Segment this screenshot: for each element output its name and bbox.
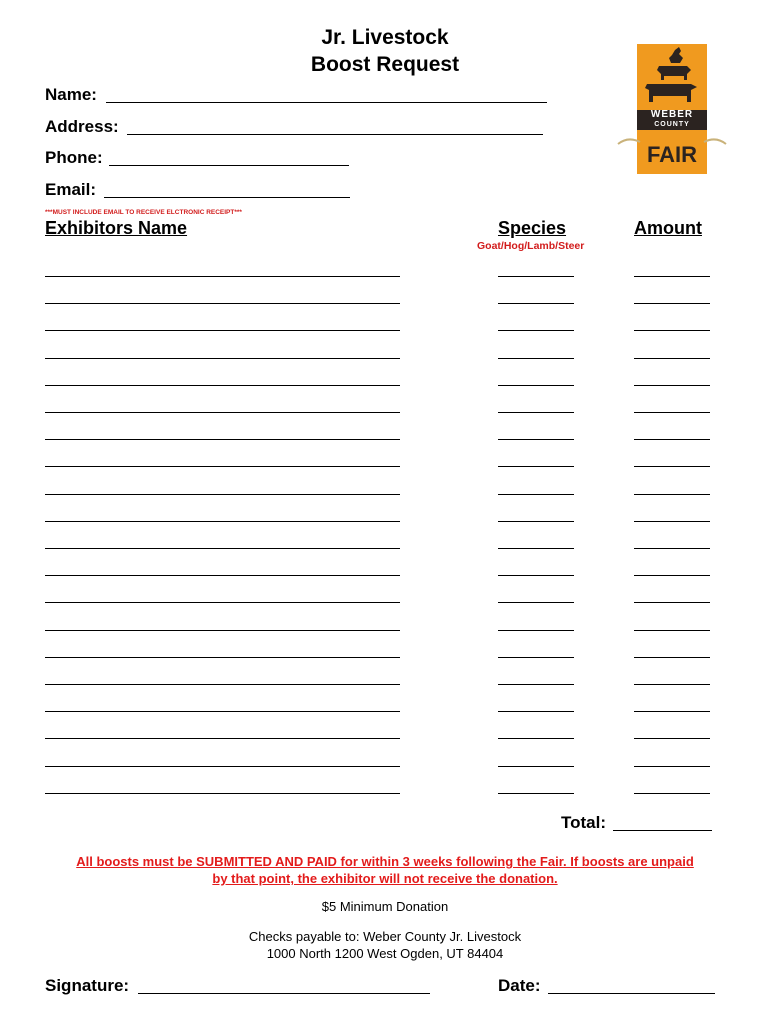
exhibitor-name-line[interactable] <box>45 548 400 549</box>
species-line[interactable] <box>498 358 574 359</box>
exhibitor-name-line[interactable] <box>45 684 400 685</box>
species-line[interactable] <box>498 548 574 549</box>
payment-warning-line1: All boosts must be SUBMITTED AND PAID for within 3 weeks following the Fair. If boosts are unpaid <box>76 854 694 869</box>
species-line[interactable] <box>498 303 574 304</box>
stacked-animals-icon <box>637 44 707 114</box>
wheat-icon <box>616 130 728 154</box>
amount-line[interactable] <box>634 575 710 576</box>
species-line[interactable] <box>498 521 574 522</box>
species-header: Species <box>498 218 567 238</box>
page-title-line1: Jr. Livestock <box>321 26 449 49</box>
amount-line[interactable] <box>634 439 710 440</box>
amount-line[interactable] <box>634 330 710 331</box>
species-line[interactable] <box>498 738 574 739</box>
amount-line[interactable] <box>634 657 710 658</box>
exhibitor-name-line[interactable] <box>45 738 400 739</box>
payment-warning-line2: by that point, the exhibitor will not receive the donation. <box>212 871 558 886</box>
amount-line[interactable] <box>634 412 710 413</box>
name-label: Name: <box>45 85 97 104</box>
exhibitor-name-line[interactable] <box>45 602 400 603</box>
amount-line[interactable] <box>634 276 710 277</box>
page-title-line2: Boost Request <box>310 53 460 76</box>
species-line[interactable] <box>498 385 574 386</box>
exhibitor-name-line[interactable] <box>45 303 400 304</box>
amount-line[interactable] <box>634 466 710 467</box>
logo-band <box>637 110 707 130</box>
exhibitor-name-line[interactable] <box>45 412 400 413</box>
mailing-address: 1000 North 1200 West Ogden, UT 84404 <box>266 946 504 961</box>
logo-text-fair: FAIR <box>646 142 698 167</box>
species-line[interactable] <box>498 602 574 603</box>
date-label: Date: <box>498 976 541 995</box>
email-field[interactable] <box>104 181 350 198</box>
name-field[interactable] <box>106 86 547 103</box>
logo-text-county: COUNTY <box>654 121 690 128</box>
amount-line[interactable] <box>634 494 710 495</box>
species-line[interactable] <box>498 766 574 767</box>
amount-line[interactable] <box>634 711 710 712</box>
exhibitor-name-line[interactable] <box>45 575 400 576</box>
exhibitor-name-line[interactable] <box>45 494 400 495</box>
species-line[interactable] <box>498 466 574 467</box>
exhibitor-name-line[interactable] <box>45 466 400 467</box>
exhibitors-name-header: Exhibitors Name <box>45 218 188 238</box>
phone-label: Phone: <box>45 148 103 167</box>
address-field[interactable] <box>127 118 543 135</box>
exhibitor-name-line[interactable] <box>45 711 400 712</box>
species-subheader: Goat/Hog/Lamb/Steer <box>477 240 585 252</box>
amount-line[interactable] <box>634 521 710 522</box>
exhibitor-name-line[interactable] <box>45 630 400 631</box>
amount-line[interactable] <box>634 793 710 794</box>
date-field[interactable] <box>548 977 715 994</box>
amount-line[interactable] <box>634 602 710 603</box>
species-line[interactable] <box>498 439 574 440</box>
total-field[interactable] <box>613 814 712 831</box>
species-line[interactable] <box>498 330 574 331</box>
species-line[interactable] <box>498 630 574 631</box>
exhibitor-name-line[interactable] <box>45 439 400 440</box>
phone-field[interactable] <box>109 149 349 166</box>
exhibitor-name-line[interactable] <box>45 793 400 794</box>
amount-header: Amount <box>634 218 702 238</box>
email-label: Email: <box>45 180 97 199</box>
signature-field[interactable] <box>138 977 430 994</box>
amount-line[interactable] <box>634 303 710 304</box>
exhibitor-name-line[interactable] <box>45 276 400 277</box>
checks-payable: Checks payable to: Weber County Jr. Livestock <box>248 929 522 944</box>
exhibitor-name-line[interactable] <box>45 657 400 658</box>
minimum-donation: $5 Minimum Donation <box>321 899 449 914</box>
species-line[interactable] <box>498 412 574 413</box>
email-note: ***MUST INCLUDE EMAIL TO RECEIVE ELCTRONIC RECEIPT*** <box>45 209 242 216</box>
amount-line[interactable] <box>634 738 710 739</box>
exhibitor-name-line[interactable] <box>45 766 400 767</box>
total-label: Total: <box>561 813 607 832</box>
signature-label: Signature: <box>45 976 130 995</box>
species-line[interactable] <box>498 684 574 685</box>
species-line[interactable] <box>498 276 574 277</box>
amount-line[interactable] <box>634 766 710 767</box>
exhibitor-name-line[interactable] <box>45 385 400 386</box>
amount-line[interactable] <box>634 684 710 685</box>
amount-line[interactable] <box>634 548 710 549</box>
exhibitor-name-line[interactable] <box>45 330 400 331</box>
species-line[interactable] <box>498 711 574 712</box>
exhibitor-name-line[interactable] <box>45 521 400 522</box>
species-line[interactable] <box>498 575 574 576</box>
amount-line[interactable] <box>634 385 710 386</box>
weber-county-fair-logo <box>637 44 707 174</box>
logo-text-weber: WEBER <box>650 109 694 120</box>
species-line[interactable] <box>498 657 574 658</box>
amount-line[interactable] <box>634 358 710 359</box>
exhibitor-name-line[interactable] <box>45 358 400 359</box>
species-line[interactable] <box>498 793 574 794</box>
amount-line[interactable] <box>634 630 710 631</box>
address-label: Address: <box>45 117 119 136</box>
species-line[interactable] <box>498 494 574 495</box>
